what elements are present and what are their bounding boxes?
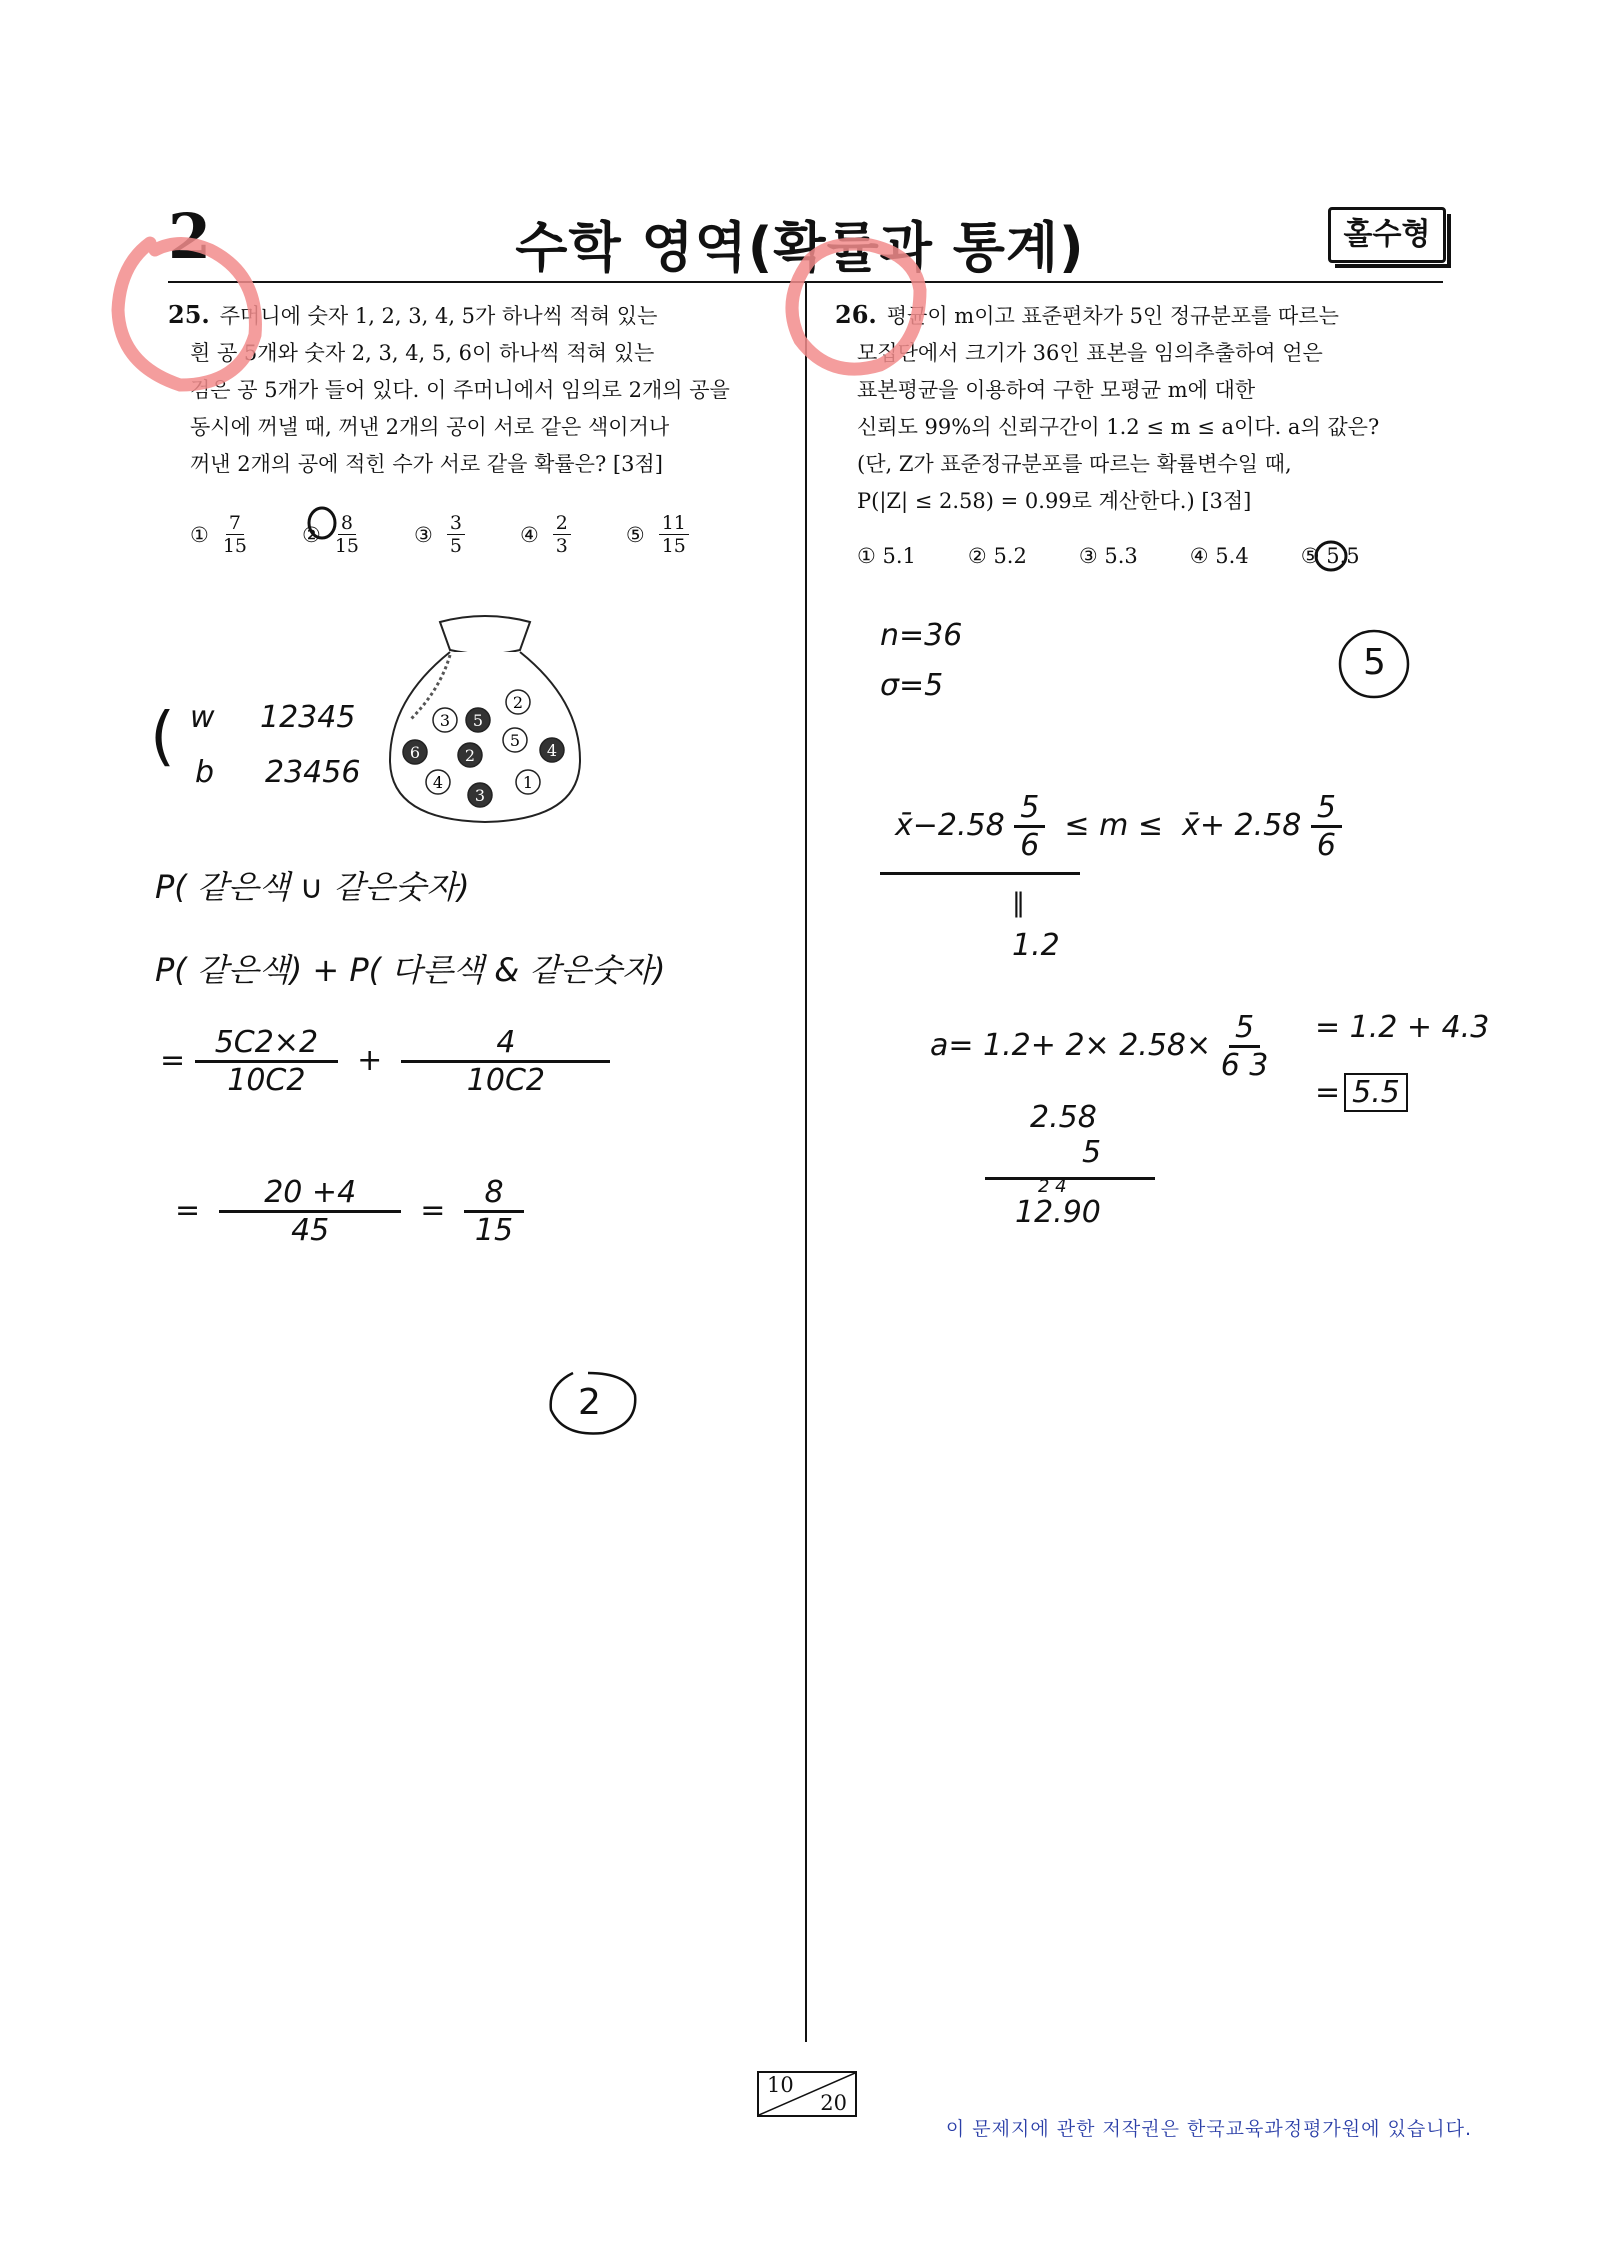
hand-w-label: w	[190, 700, 215, 735]
ball-black-2: 2	[464, 746, 476, 765]
ball-white-4: 4	[432, 773, 444, 792]
question-26-line-3: 표본평균을 이용하여 구한 모평균 m에 대한	[857, 378, 1256, 402]
q25-choice-4[interactable]: ④ $\frac{2}{3}$	[520, 512, 571, 557]
marker-circle-right	[770, 230, 940, 400]
hand-mult-result: 12.90	[1015, 1195, 1101, 1230]
hand-sigma: σ=5	[880, 668, 944, 703]
hand-underline	[880, 872, 1080, 875]
question-26-line-6: P(|Z| ≤ 2.58) = 0.99로 계산한다.) [3점]	[857, 489, 1252, 513]
question-25-line-4: 동시에 꺼낼 때, 꺼낸 2개의 공이 서로 같은 색이거나	[190, 415, 670, 439]
q26-choice-5[interactable]: ⑤ 5.5	[1300, 544, 1360, 568]
ball-black-5: 5	[472, 711, 484, 730]
hand-b-values: 23456	[265, 755, 361, 790]
q26-choice-3[interactable]: ③ 5.3	[1078, 544, 1138, 568]
hand-equal-sign: ‖	[1012, 888, 1025, 918]
question-25-line-3: 검은 공 5개가 들어 있다. 이 주머니에서 임의로 2개의 공을	[190, 378, 730, 402]
hand-a-result-box: 5.5	[1344, 1073, 1408, 1112]
question-26-line-1: 26. 평균이 m이고 표준편차가 5인 정규분포를 따르는	[835, 300, 1339, 329]
question-25-line-1: 25. 주머니에 숫자 1, 2, 3, 4, 5가 하나씩 적혀 있는	[168, 300, 658, 329]
choice-mark-q26	[1311, 536, 1351, 576]
copyright-notice: 이 문제지에 관한 저작권은 한국교육과정평가원에 있습니다.	[945, 2118, 1472, 2140]
ball-black-4: 4	[546, 741, 558, 760]
question-25-line-2: 흰 공 5개와 숫자 2, 3, 4, 5, 6이 하나씩 적혀 있는	[190, 341, 655, 365]
hand-answer-right: 5	[1338, 628, 1410, 700]
page-title: 수학 영역(확률과 통계)	[515, 216, 1085, 279]
page-number: 2	[168, 200, 212, 273]
hand-mult-carry: 2 4	[1038, 1176, 1067, 1197]
hand-mult-line	[985, 1177, 1155, 1180]
q26-choice-1[interactable]: ① 5.1	[857, 544, 916, 568]
q25-choice-1[interactable]: ① $\frac{7}{15}$	[190, 512, 248, 557]
ball-black-6: 6	[409, 743, 421, 762]
hand-a-equation: a= 1.2+ 2× 2.58× $\frac{5}{6 3}$	[930, 1010, 1269, 1083]
page-current: 10	[767, 2073, 794, 2097]
hand-mult-top: 2.58	[1030, 1100, 1097, 1135]
hand-n: n=36	[880, 618, 963, 653]
ball-white-1: 1	[522, 773, 534, 792]
form-type-badge: 홀수형	[1328, 207, 1446, 263]
ball-white-3: 3	[439, 711, 451, 730]
question-25-number: 25.	[168, 300, 210, 329]
q25-choice-2[interactable]: ② $\frac{8}{15}$	[302, 512, 360, 557]
ball-white-5: 5	[509, 731, 521, 750]
marker-circle-left	[100, 225, 270, 400]
question-25-choices	[190, 512, 744, 557]
q26-choice-4[interactable]: ④ 5.4	[1189, 544, 1249, 568]
page-total: 20	[820, 2091, 847, 2115]
q25-choice-3[interactable]: ③ $\frac{3}{5}$	[414, 512, 465, 557]
question-26-line-5: (단, Z가 표준정규분포를 따르는 확률변수일 때,	[857, 452, 1292, 476]
question-26-line-4: 신뢰도 99%의 신뢰구간이 1.2 ≤ m ≤ a이다. a의 값은?	[857, 415, 1380, 439]
hand-a-result-2: = 5.5	[1315, 1075, 1408, 1110]
hand-paren: (	[150, 700, 175, 774]
hand-mult-by: 5	[1082, 1135, 1102, 1170]
question-26-line-2: 모집단에서 크기가 36인 표본을 임의추출하여 얻은	[857, 341, 1323, 365]
choice-mark-q25	[302, 503, 342, 543]
q26-choice-2[interactable]: ② 5.2	[967, 544, 1027, 568]
question-26-choices	[857, 544, 1360, 568]
ball-white-2: 2	[512, 693, 524, 712]
hand-eq1: = $\frac{5C2\times 2}{10C2}$ + $\frac{4}{10C2}$	[160, 1025, 610, 1098]
q25-choice-5[interactable]: ⑤ $\frac{11}{15}$	[626, 512, 689, 557]
hand-lower-value: 1.2	[1012, 928, 1060, 963]
column-divider	[805, 282, 807, 2042]
hand-inequality: x̄−2.58 $\frac{5}{6}$ ≤ m ≤ x̄+ 2.58 $\frac{5}{6}$	[895, 790, 1342, 863]
hand-b-label: b	[195, 755, 215, 790]
hand-w-values: 12345	[260, 700, 356, 735]
ball-black-3: 3	[474, 786, 486, 805]
hand-a-result-1: = 1.2 + 4.3	[1315, 1010, 1490, 1045]
page-counter	[757, 2071, 857, 2117]
hand-eq2: = $\frac{20 +4}{45}$ = $\frac{8}{15}$	[175, 1175, 524, 1248]
bag-illustration	[380, 610, 590, 830]
question-25-line-5: 꺼낸 2개의 공에 적힌 수가 서로 같을 확률은? [3점]	[190, 452, 663, 476]
hand-line-2: P( 같은색) + P( 다른색 & 같은숫자)	[155, 951, 666, 989]
hand-line-1: P( 같은색 ∪ 같은숫자)	[155, 868, 470, 906]
hand-answer-left: 2	[548, 1370, 638, 1438]
question-26-number: 26.	[835, 300, 877, 329]
